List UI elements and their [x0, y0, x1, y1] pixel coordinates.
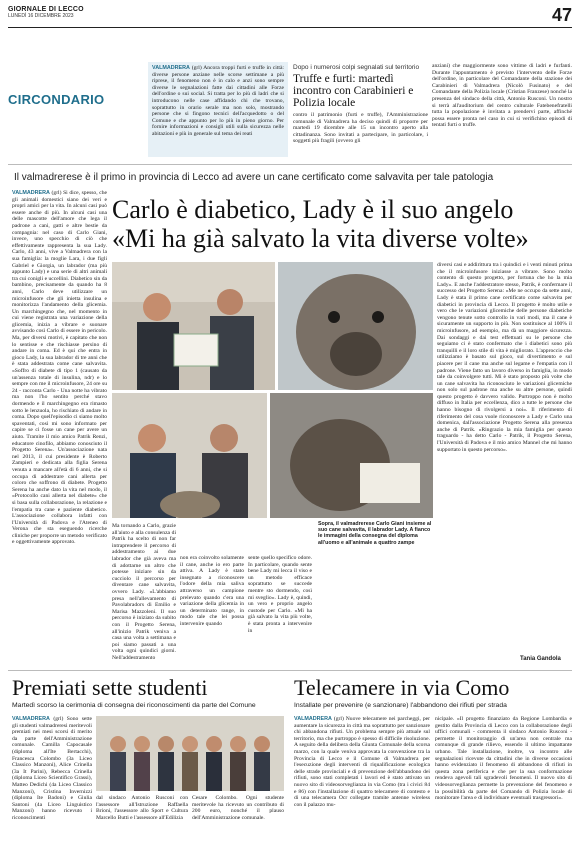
story-right-kicker: VALMADRERA [294, 716, 332, 722]
photo-students-image [96, 716, 284, 791]
story-right-headline: Telecamere in via Como [294, 675, 510, 700]
brief-left-kicker: VALMADRERA [152, 65, 190, 71]
brief-mid-title: Truffe e furti: martedì incontro con Carabinieri e Polizia locale [293, 73, 414, 109]
photo-students [96, 716, 284, 791]
brief-mid [293, 64, 428, 157]
brief-left-text: (grl) Ancora troppi furti e truffe in città: diverse persone anziane nelle scorse settimane a più riprese, il fenomeno non è in calo e anzi sono sempre diverse le segnalazioni fatte dai cittadini alle Forze dell'ordine o sui social. Si tratta per lo più di ladri che si introducono nelle case affidando chi che trovano, soprattutto in orario serale ma non solo, mostrando persone che si fingono tecnici dell'acquedotto o del Comune e che appunto per lo più in pieno giorno. Per fornire informazioni e consigli utili sulla sicurezza nelle abitazioni e più in generale sul tema dei reati [152, 65, 284, 137]
story-right-subhead: Installate per prevenire (e sanzionare) l'abbandono dei rifiuti per strada [294, 702, 507, 709]
main-col-1-text: (grl) Si dice, spesso, che gli animali domestici siano dei veri e propri amici per la vita. In alcuni casi può essere anche di più. In alcuni casi una delle mascotte dell'amore che lega il padrone a cani, gatti e altre bestie da compagnia: nel caso di Carlo Giani, invece, uno specchio di ciò che effettivamente rappresenta la sua Lady. Carlo, 43 anni, vive a Valmadrera con la sua famiglia: la moglie Lara, i due figli Gabriel e Giorgia, un labrador (ma più appunto Lady) e una serie di altri animali tra cui conigli e uccellini. Diabetico sin da bambino, precisamente da quando ha 8 anni, Carlo deve utilizzare un microinfusore che gli inietta insulina e monitorizza l'andamento della glicemia. Un marchingegno che, nel momento in cui viene registrata una variazione della glicemia, inizia a vibrare e suonare avvisando così Carlo di essere in pericolo. Ma, per diversi motivi, è capitato che non lo sentisse e che rischiasse persino di andare in coma. Ed è qui che entra in gioco Lady, la sua labrador di tre anni che è stata addestrata come cane salvavita. «Soffro di diabete di tipo 1 (causato da un'assenza totale di insulina, ndr) e lo sempre con me il microinfusore, 24 ore su 24 - racconta Carlo - Una notte ha vibrato ma non l'ho sentito perché stavo dormendo e il marchingegno era rimasto sotto le lenzuola, ho rischiato di andare in coma. Dopo quell'episodio ci siamo molto spaventati, così mi sono informato per capire se ci fosse un cane per avere un aiuto. Tramite il mio amico Patrik Renzi, educatore cinofilo, abbiamo conosciuto il Progetto Serena». Un'associazione nata nel 2013, il cui presidente è Roberto Zampieri e dedicata alla figlia Serena venuta a mancare all'età di 6 anni, che si occupa di addestrare cani allerta per coloro che soffrono di diabete. Progetto Serena ha anche dato la vita nel modo, il «Protocollo cani allerta nel diabete» che si basa sulla collaborazione, la relazione e l'empatia tra cane e paziente diabetico. L'associazione collabora infatti con l'Università di Padova e l'Ateneo di Verona che sta eseguendo ricerche cliniche per proporre un metodo verificato e oggettivamente approvato. [12, 190, 107, 546]
masthead-rule [8, 27, 572, 28]
story-left-col-2: dal sindaco Antonio Rusconi con l'assessore all'Istruzione Raffaella Brioni, l'assessore allo Sport e Cultura Marcello Butti e l'assessore all'Edilizia [96, 795, 188, 821]
issue-date: LUNEDÌ 16 DICEMBRE 2023 [8, 13, 74, 19]
photo-dog-closeup [278, 262, 433, 390]
story-right-col-1-text: (grl) Nuove telecamere nei parcheggi, per aumentare la sicurezza in città ma soprattutto per sanzionare chi abbandona rifiuti. Un problema sempre più attuale sul territorio, ma che purtroppo è spesso di difficile risoluzione. A seguito della delibera della Giunta Comunale della scorsa marzo, con la quale veniva approvata la convenzione tra la Provincia di Lecco e il Comune di Valmadrera per l'esecuzione degli interventi di riqualificazione ecologica delle strade provinciali e di prevenzione dell'abbandono dei rifiuti, sono stati completati i lavori ed è stato attivato un nuovo sito di videosorveglianza in via Como (tra i civici 84 e 86) con l'installazione di quattro telecamere di contesto e di una telecamera Ocr collegate tramite antenne wireless con il palazzo mu- [294, 716, 430, 808]
byline: Tania Gandola [520, 656, 561, 662]
section-label: CIRCONDARIO [8, 92, 105, 107]
main-headline-2: «Mi ha già salvato la vita diverse volte» [112, 224, 529, 253]
divider-bottom [8, 670, 572, 671]
photo-man-with-dog [112, 393, 267, 518]
main-kicker: VALMADRERA [12, 190, 50, 196]
main-col-2: Ma tornando a Carlo, grazie all'aiuto e alla consulenza di Patrik ha scelto di non far intraprendere il percorso di addestramento ai due labrador che già aveva ma di adottarne un altro che potesse iniziare sin da cucciolo il percorso per diventare cane salvavita, ovvero Lady. «L'abbiamo presa nell'allevamento di Pavolabradors di Emilio e Marisa Mazzoleni. Il suo percorso è iniziato da subito con il Progetto Serena, all'inizio Patrik veniva a casa una volta a settimana e poi siamo passati a una volta ogni quindici giorni. Nell'addestramento [112, 523, 176, 661]
story-right-col-2: nicipale. «Il progetto finanziato da Regione Lombardia e gestito dalla Provincia di Lecco con la collaborazione degli uffici comunali - commenta il sindaco Antonio Rusconi - permette il monitoraggio di un'area non centrale ma comunque di grande rilievo, essendo il ultimo impattante urbano. Tale installazione, inoltre, va incontro alle segnalazioni ricevute da cittadini che in diverse occasioni hanno evidenziato il fenomeno di abbandono di rifiuti in questa zona periferica e che per la sua conformazione rendeva agevoli tali sgradevoli fenomeni. Il nuovo sito di videosorveglianza permette la prevenzione del fenomeno e la possibilità da parte del Comando di Polizia locale di monitorare l'area e di individuare eventuali trasgressori». [435, 716, 572, 802]
story-left-col-3: Cesare Colombo. Ogni studente meritevole ha ricevuto un contributo di 200 euro, nonché il plauso dell'Amministrazione comunale. [192, 795, 284, 821]
divider [8, 164, 572, 165]
photo-diploma-man [112, 262, 275, 390]
newspaper-name: GIORNALE DI LECCO [8, 6, 84, 13]
brief-box-left [148, 62, 288, 157]
main-headline-1: Carlo è diabetico, Lady è il suo angelo [112, 195, 514, 224]
photo-dog-diploma [270, 393, 433, 518]
brief-mid-text: contro il patrimonio (furti e truffe), l'Amministrazione comunale di Valmadrera ha deciso quindi di proporre per martedì 19 dicembre alle 15 un incontro aperto alla cittadinanza. Sono invitati a partecipare, in particolare, i soggetti più fragili (ovvero gli [293, 112, 428, 145]
story-left-col-1 [12, 716, 92, 836]
main-col-5: diversi casi e addirittura tra i quindici e i venti minuti prima che il microinfusore iniziasse a vibrare. Sono molto contento di questo progetto, per fortuna che ho la mia Lady». E anche l'addestratore stesso, Patrik, è confermare il successo del Progetto Serena: «Me ne occupo da sette anni, Lady è stata il primo cane certificato come salvavita per diabetici in provincia di Lecco. Il progetto è molto utile e vero che le variazioni glicemiche delle persone diabetiche vengono tenute sotto controllo in vari modi, ma il cane è sicuramente un supporto in più. Non sostituisce al 100% il microinfusore, ad esempio, ma dà un maggiore sicurezza. Dai sondaggi e dai test effettuati su le persone che seguiamo ci è stato confermato che i diabetici sono più tranquilli e il loro stile di vita è migliorato. L'approccio che utilizziamo è basato sul gioco, sul divertimento e sul piacere per il cane ma anche sul legame e l'empatia con il padrone. Viene fatto un lavoro diverso in famiglia, in modo tale da coinvolgere tutti. Mi è stato proposto più volte che un cane salvavita ha riconosciuto le variazioni glicemiche non solo sul padrone ma anche su altre persone, quindi questo progetto è davvero valido. Purtroppo non è molto diffuso in Italia per eccellenza, dico a tutte le persone che hanno bisogno di rivolgersi a noi». Il riferimento di riferimento del cosa vuole riconoscere a Lady e Carlo una domenica, dall'associazione Progetto Serena alla presenza anche di Patrik. «Ringrazio la mia famiglia per questo traguardo - ha detto Carlo - Patrik, il Progetto Serena, l'Università di Padova e il mio amico Mannel che mi hanno supportato in questo percorso». [437, 262, 572, 453]
photo-dog-closeup-image [278, 262, 433, 390]
photo-caption: Sopra, il valmadrerese Carlo Giani insieme al suo cane salvavita, il labrador Lady. A fianco le immagini della consegna del diploma all'uomo e all'animale a quattro zampe [318, 521, 432, 546]
photo-dog-diploma-image [270, 393, 433, 518]
photo-man-with-dog-image [112, 393, 267, 518]
story-left-col-1-text: (grl) Sono sette gli studenti valmadreresi meritevoli premiati nei mesi scorsi di merito da parte dell'Amministrazione comunale. Camilla Capocasale (diploma all'Ite Bertacchi), Francesca Colombo (3a Liceo Classico Manzoni), Alice Crinella (3a It Parini), Rebecca Crinella (diploma Liceo Scientifico Grassi), Matteo Dedichi (4a Liceo Classico Manzoni), Cristina Invernizzi (diploma Ite Badoni) e Giulia Santoni (4a Liceo Linguistico Manzoni) hanno ricevuto i riconoscimenti [12, 716, 92, 821]
story-left-headline: Premiati sette studenti [12, 675, 208, 700]
main-subhead: Il valmadrerese è il primo in provincia di Lecco ad avere un cane certificato come salvavita per tale patologia [14, 172, 494, 183]
main-col-3: non era coinvolto solamente il cane, anche io ero parte attiva. A Lady è stato insegnato a riconoscere l'odore della mia saliva attraverso un campione prelevato quando c'era una variazione della glicemia in un determinato range, in modo tale che lei possa intervenire quando [180, 555, 244, 627]
story-right-col-1 [294, 716, 430, 836]
story-left-subhead: Martedì scorso la cerimonia di consegna dei riconoscimenti da parte del Comune [12, 702, 256, 709]
story-left-kicker: VALMADRERA [12, 716, 50, 722]
brief-mid-kicker: Dopo i numerosi colpi segnalati sul territorio [293, 64, 420, 71]
masthead [8, 6, 572, 28]
photo-diploma-man-image [112, 262, 275, 390]
main-col-1 [12, 190, 107, 665]
brief-right-text: anziani) che maggiormente sono vittime di ladri e furfanti. Durante l'appuntamento è previsto l'intervento delle Forze dell'ordine, in particolare del Comandante della stazione dei Carabinieri di Valmadrera (Nicolò Fusinato) e del Comandante della Polizia locale (Cristian Franzese) nonché la presenza del sindaco della città, Antonio Rusconi. Un nostro si terrà all'auditorium del centro culturale Fatebenefratelli tutta la popolazione è invitata a prendervi parte, affinché possa essere pronta nel caso in cui si verifichino episodi di tentati furti o truffe. [432, 63, 572, 129]
main-col-4: sente quello specifico odore. In particolare, quando sente bene Lady mi lecca il viso e un metodo efficace soprattutto se succede mentre sto dormendo, così mi sveglio». Lady è, quindi, un vero e proprio angelo custode per Carlo. «Mi ha già salvato la vita più volte, è stata pronta a intervenire in [248, 555, 312, 634]
page-number: 47 [551, 5, 572, 25]
